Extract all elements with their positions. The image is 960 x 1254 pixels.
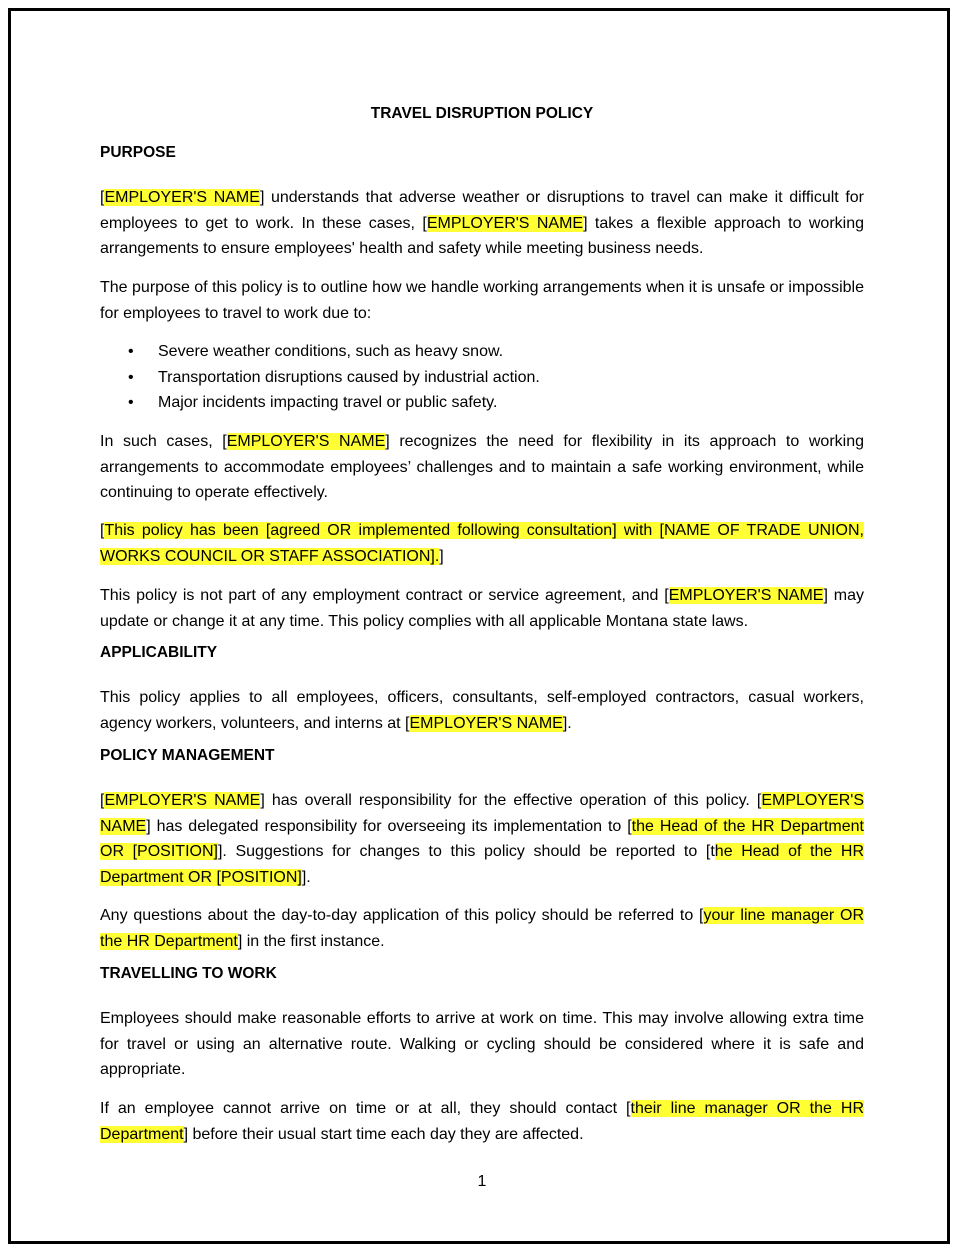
text-run: ] understands that adverse weather or disruptions to travel can make it difficult for employees to get to work. In these cases, [ [100, 189, 865, 232]
placeholder-employer-name: EMPLOYER'S NAME [100, 792, 864, 835]
heading-applicability: APPLICABILITY [100, 644, 218, 661]
disruption-list [100, 339, 864, 416]
text-run: [ [100, 792, 105, 809]
list-item: • Severe weather conditions, such as heavy snow. [100, 339, 864, 365]
travelling-paragraph-2 [100, 1096, 864, 1147]
placeholder-hr-head: the Head of the HR Department OR [POSITION] [100, 817, 864, 860]
placeholder-employer-name: EMPLOYER'S NAME [409, 714, 563, 732]
heading-policy-management: POLICY MANAGEMENT [100, 747, 275, 764]
text-run: Any questions about the day-to-day application of this policy should be referred to [ [100, 907, 704, 924]
placeholder-employer-name: EMPLOYER'S NAME [668, 587, 824, 604]
text-run: ] [439, 547, 444, 565]
placeholder-line-manager: their line manager OR the HR Department [100, 1100, 864, 1143]
list-item: • Major incidents impacting travel or public safety. [100, 390, 864, 416]
policy-management-paragraph-1 [100, 788, 864, 890]
placeholder-employer-name: EMPLOYER'S NAME [426, 214, 584, 232]
purpose-paragraph-3 [100, 429, 864, 506]
text-run: This policy is not part of any employment contract or service agreement, and [ [100, 587, 669, 604]
placeholder-line-manager: your line manager OR the HR Department [100, 907, 865, 950]
text-run: ]. Suggestions for changes to this policy should be reported to [t [217, 843, 715, 860]
text-run: ]. [562, 714, 572, 732]
text-run: ] has overall responsibility for the effective operation of this policy. [ [260, 792, 762, 809]
purpose-paragraph-2: The purpose of this policy is to outline how we handle working arrangements when it is unsafe or impossible for employees to travel to work due to: [100, 279, 864, 322]
document-title: TRAVEL DISRUPTION POLICY [370, 105, 594, 122]
text-run: ] recognizes the need for flexibility in its approach to working arrangements to accommodate employees’ challenges and to maintain a safe working environment, while continuing to operate effectively. [100, 433, 864, 501]
text-run: ] before their usual start time each day they are affected. [183, 1125, 584, 1143]
list-item: • Transportation disruptions caused by industrial action. [100, 365, 864, 391]
text-run: [ [100, 522, 105, 539]
page-number: 1 [477, 1173, 487, 1190]
document-page [8, 8, 950, 1244]
applicability-paragraph-1 [100, 685, 864, 736]
placeholder-employer-name: EMPLOYER'S NAME [226, 433, 386, 450]
text-run: ] takes a flexible approach to working arrangements to ensure employees' health and safety while meeting business needs. [100, 214, 865, 257]
placeholder-employer-name: EMPLOYER'S NAME [104, 792, 261, 809]
placeholder-consultation: This policy has been [agreed OR implemented following consultation] with [NAME OF TRADE UNION, WORKS COUNCIL OR STAFF ASSOCIATION]. [100, 522, 864, 565]
text-run: If an employee cannot arrive on time or at all, they should contact [ [100, 1100, 631, 1117]
text-run: ] has delegated responsibility for overseeing its implementation to [ [146, 817, 632, 835]
text-run: ] may update or change it at any time. This policy complies with all applicable Montana state laws. [100, 587, 864, 630]
purpose-paragraph-4 [100, 518, 864, 569]
text-run: This policy applies to all employees, officers, consultants, self-employed contractors, casual workers, agency workers, volunteers, and interns at [ [100, 689, 864, 732]
placeholder-hr-head: he Head of the HR Department OR [POSITION] [100, 843, 865, 886]
heading-purpose: PURPOSE [100, 144, 176, 161]
travelling-paragraph-1: Employees should make reasonable efforts to arrive at work on time. This may involve allowing extra time for travel or using an alternative route. Walking or cycling should be considered where it is safe and appropriate. [100, 1010, 864, 1078]
placeholder-employer-name: EMPLOYER'S NAME [104, 189, 260, 206]
text-run: ] in the first instance. [237, 932, 385, 950]
purpose-paragraph-5 [100, 583, 864, 634]
heading-travelling-to-work: TRAVELLING TO WORK [100, 965, 277, 982]
text-run: ]. [301, 868, 311, 886]
text-run: In such cases, [ [100, 433, 227, 450]
purpose-paragraph-1 [100, 185, 864, 262]
text-run: [ [100, 189, 105, 206]
policy-management-paragraph-2 [100, 903, 864, 954]
